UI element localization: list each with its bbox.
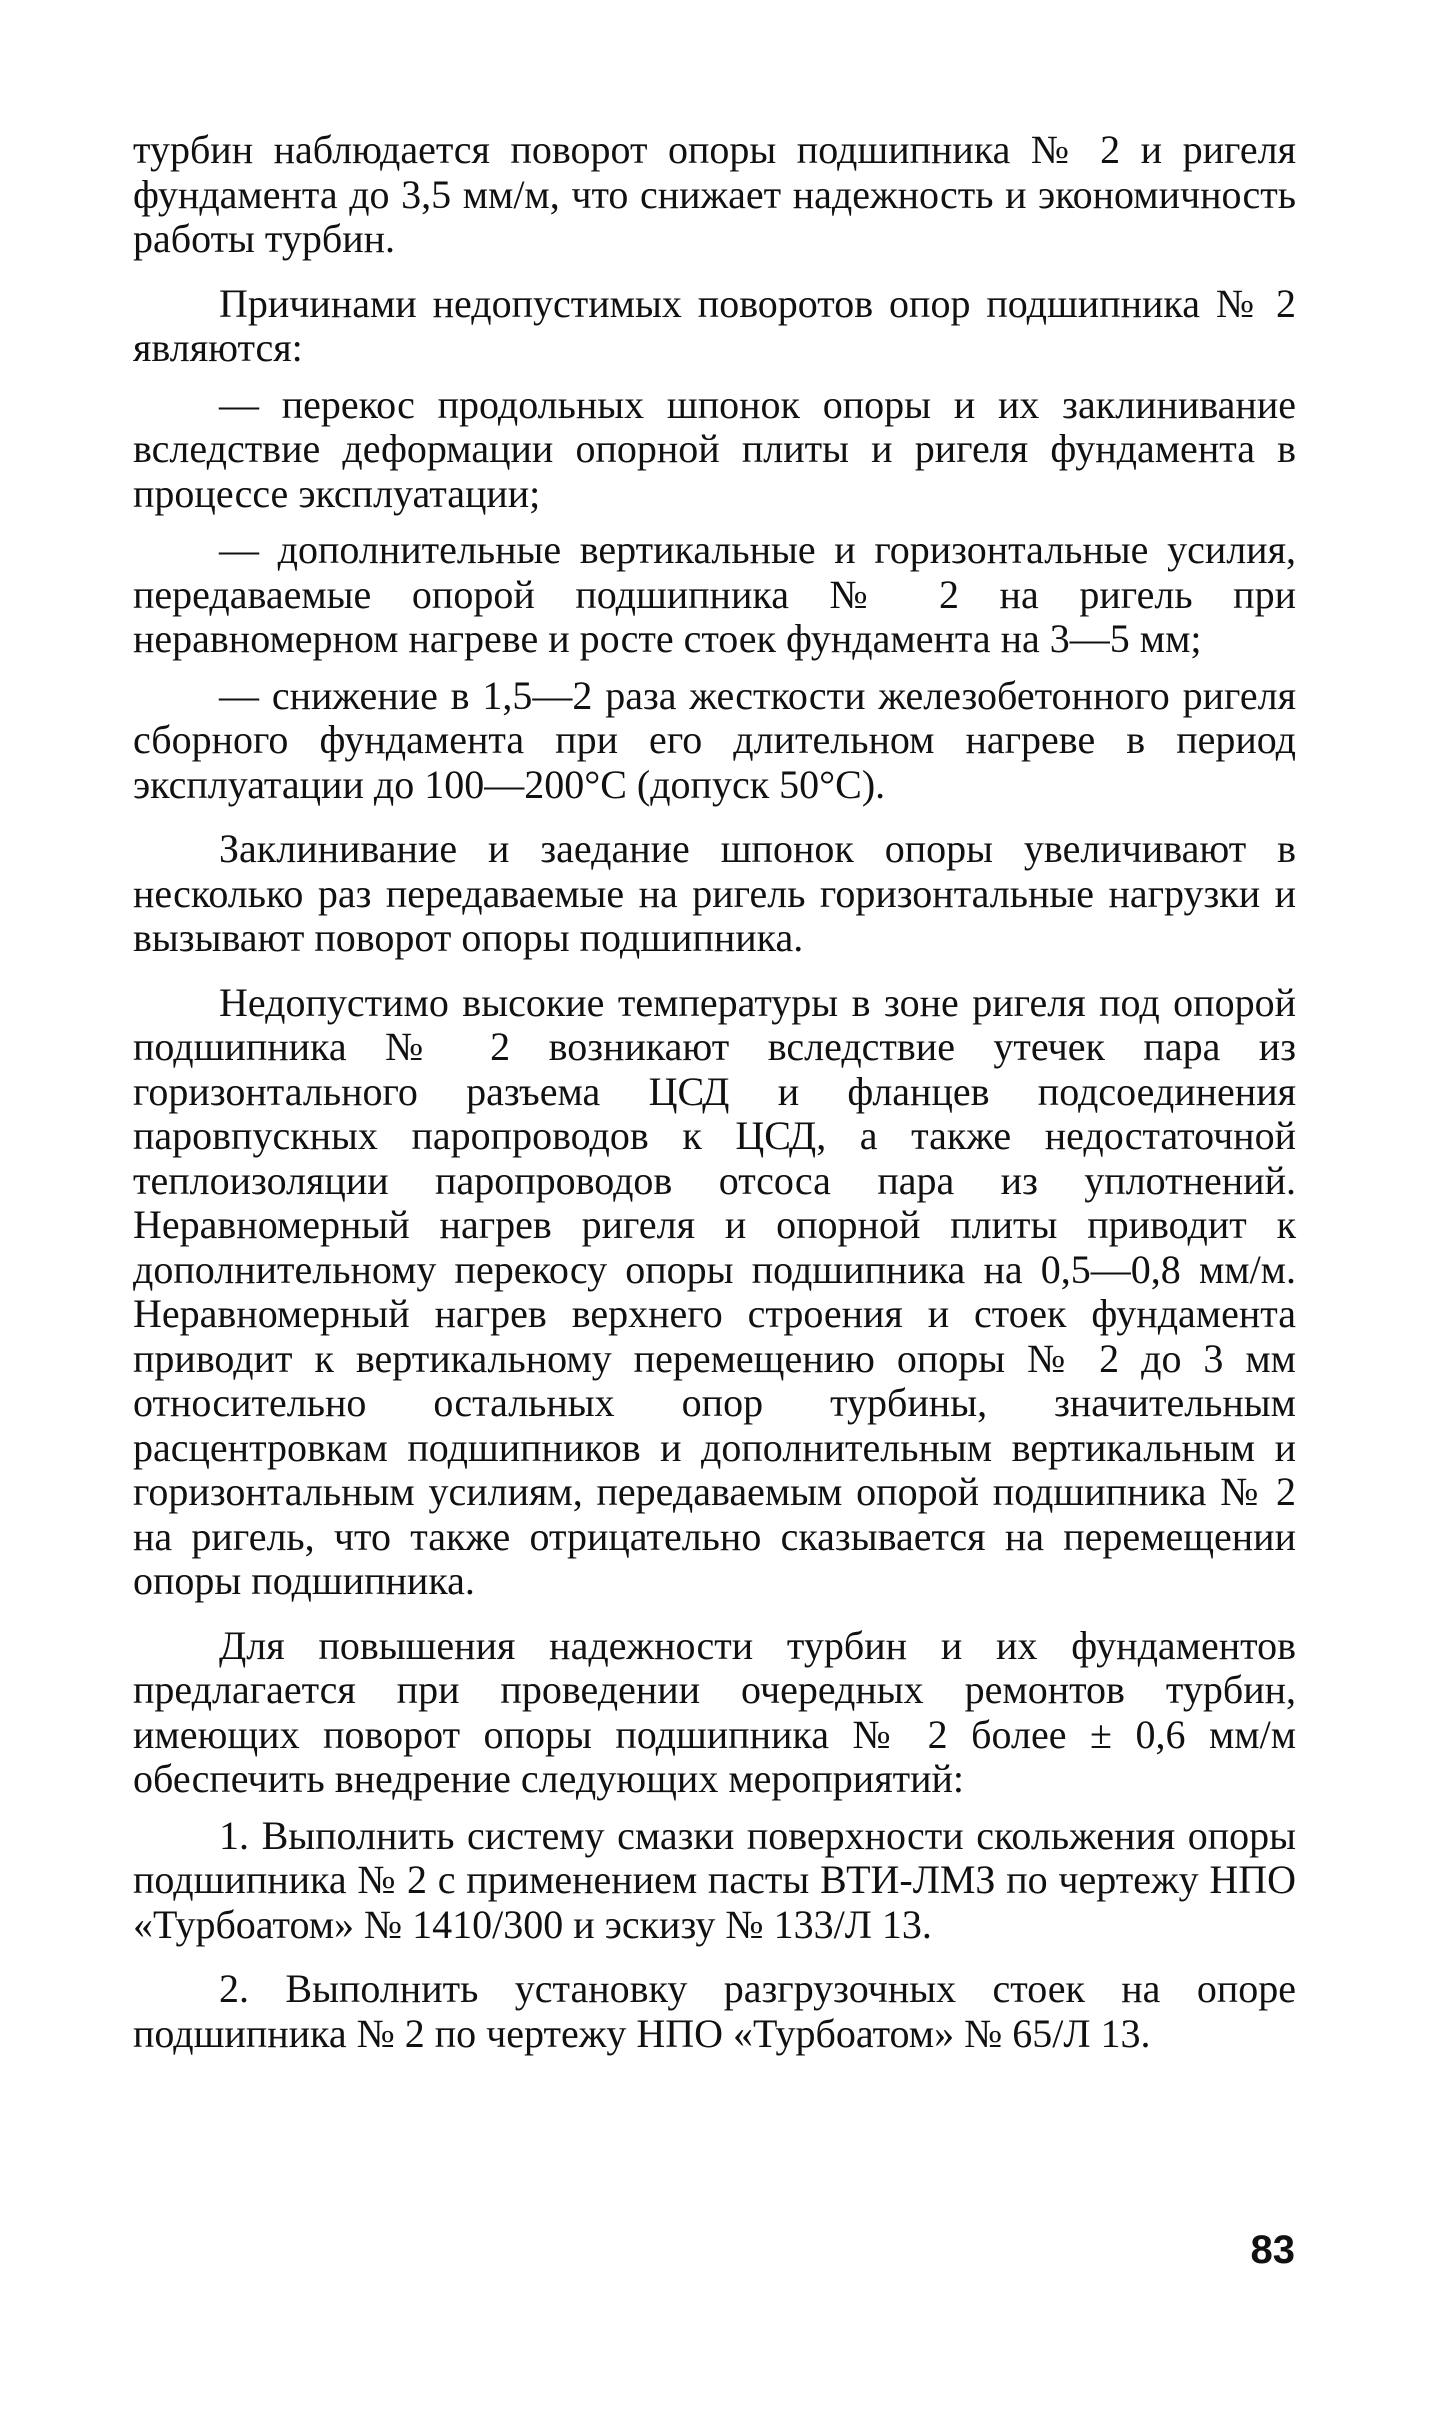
paragraph-recommendations: Для повышения надежности турбин и их фундаментов предлагается при проведении очередных ремонтов турбин, имеющих поворот опоры подшипника № 2 более ± 0,6 мм/м обеспечить внедрение следующих мероприятий: [133,1622,1296,1801]
paragraph-high-temperatures: Недопустимо высокие температуры в зоне ригеля под опорой подшипника № 2 возникают вследствие утечек пара из горизонтального разъема ЦСД и фланцев подсоединения паровпускных паропроводов к ЦСД, а также недостаточной теплоизоляции паропроводов отсоса пара из уплотнений. Неравномерный нагрев ригеля и опорной плиты приводит к дополнительному перекосу опоры подшипника на 0,5—0,8 мм/м. Неравномерный нагрев верхнего строения и стоек фундамента приводит к вертикальному перемещению опоры № 2 до 3 мм относительно остальных опор турбины, значительным расцентровкам подшипников и дополнительным вертикальным и горизонтальным усилиям, передаваемым опорой подшипника № 2 на ригель, что также отрицательно сказывается на перемещении опоры подшипника. [133,979,1296,1603]
paragraph-causes-intro: Причинами недопустимых поворотов опор подшипника № 2 являются: [133,280,1296,370]
paragraph-key-jamming: Заклинивание и заедание шпонок опоры увеличивают в несколько раз передаваемые на ригель горизонтальные нагрузки и вызывают поворот опоры подшипника. [133,826,1296,960]
numbered-item-2: 2. Выполнить установку разгрузочных стоек на опоре подшипника № 2 по чертежу НПО «Турбоатом» № 65/Л 13. [133,1966,1296,2056]
page-number: 83 [1250,2228,1295,2272]
list-item-stiffness-reduction: — снижение в 1,5—2 раза жесткости железобетонного ригеля сборного фундамента при его длительном нагреве в период эксплуатации до 100—200°С (допуск 50°С). [133,672,1296,807]
list-item-key-skew: — перекос продольных шпонок опоры и их заклинивание вследствие деформации опорной плиты и ригеля фундамента в процессе эксплуатации; [133,381,1296,516]
body-text [133,128,1296,2076]
numbered-item-1: 1. Выполнить систему смазки поверхности скольжения опоры подшипника № 2 с применением пасты ВТИ-ЛМЗ по чертежу НПО «Турбоатом» № 1410/300 и эскизу № 133/Л 13. [133,1812,1296,1947]
paragraph-continuation: турбин наблюдается поворот опоры подшипника № 2 и ригеля фундамента до 3,5 мм/м, что снижает надежность и экономичность работы турбин. [133,127,1296,261]
list-item-additional-forces: — дополнительные вертикальные и горизонтальные усилия, передаваемые опорой подшипника № 2 на ригель при неравномерном нагреве и росте стоек фундамента на 3—5 мм; [133,527,1296,661]
